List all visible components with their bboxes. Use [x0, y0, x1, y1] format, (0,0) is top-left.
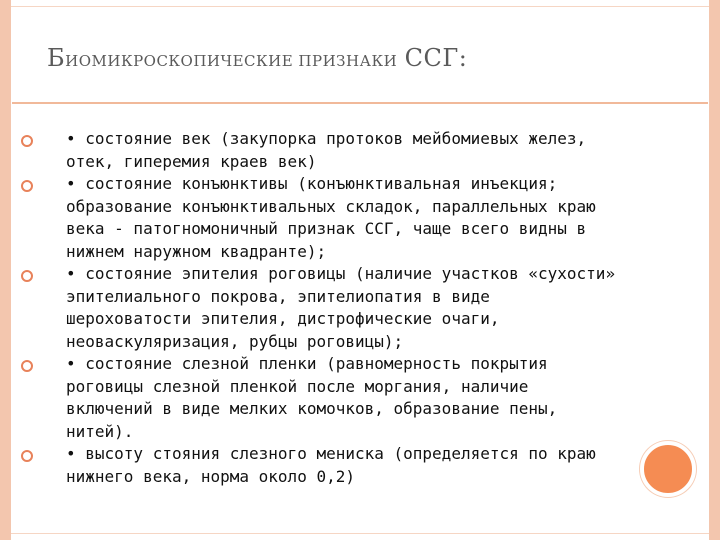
list-item [20, 443, 620, 488]
frame-bottom-line [11, 533, 709, 534]
decorative-circle-icon [640, 441, 696, 497]
frame-right-border [709, 0, 720, 540]
bullet-list [20, 128, 620, 488]
list-item [20, 128, 620, 173]
frame-top-line [11, 6, 709, 7]
list-item [20, 263, 620, 353]
list-item-text: • состояние слезной пленки (равномерность покрытия роговицы слезной пленкой после моргания, наличие включений в виде мелких комочков, образование пены, нитей). [66, 354, 558, 441]
ring-bullet-icon [21, 180, 33, 192]
title-tail: ССГ: [404, 44, 468, 72]
list-item [20, 173, 620, 263]
list-item-text: • состояние век (закупорка протоков мейбомиевых желез, отек, гиперемия краев век) [66, 129, 587, 171]
ring-bullet-icon [21, 135, 33, 147]
list-item-text: • высоту стояния слезного мениска (определяется по краю нижнего века, норма около 0,2) [66, 444, 596, 486]
list-item-text: • состояние эпителия роговицы (наличие участков «сухости» эпителиального покрова, эпителиопатия в виде шероховатости эпителия, дистрофические очаги, неоваскуляризация, рубцы роговицы); [66, 264, 616, 351]
ring-bullet-icon [21, 360, 33, 372]
title-lead: Б [47, 44, 66, 72]
title-main: ИОМИКРОСКОПИЧЕСКИЕ ПРИЗНАКИ [65, 52, 398, 70]
title-divider [12, 102, 708, 104]
slide-title [47, 44, 687, 72]
list-item-text: • состояние конъюнктивы (конъюнктивальная инъекция; образование конъюнктивальных складок, параллельных краю века - патогномоничный признак ССГ, чаще всего видны в нижнем наружном квадранте); [66, 174, 596, 261]
list-item [20, 353, 620, 443]
frame-left-border [0, 0, 11, 540]
ring-bullet-icon [21, 450, 33, 462]
ring-bullet-icon [21, 270, 33, 282]
